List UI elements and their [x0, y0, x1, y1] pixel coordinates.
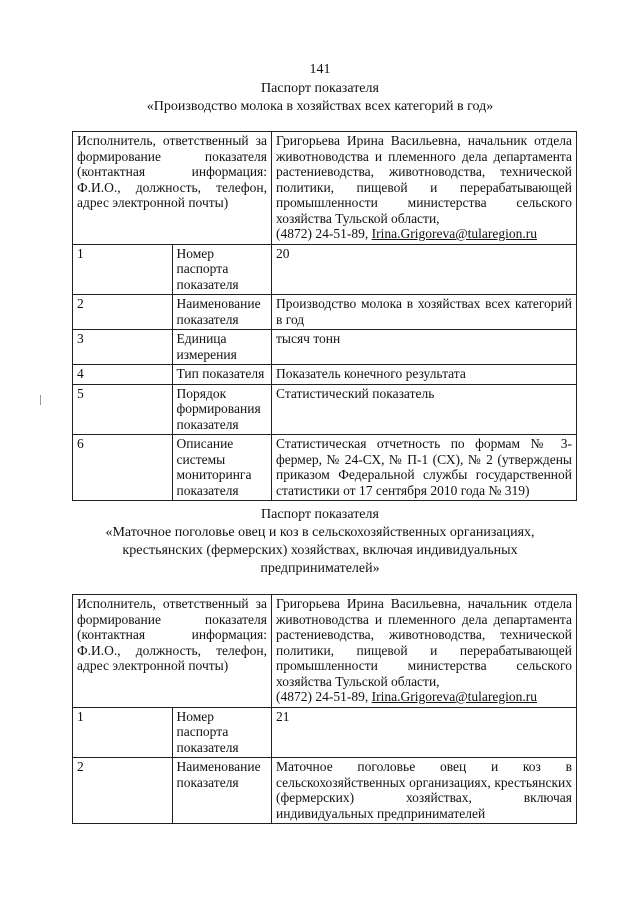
passport-2-subtitle-line-2: крестьянских (фермерских) хозяйствах, включая индивидуальных — [122, 543, 518, 558]
row-value: Показатель конечного результата — [272, 365, 577, 385]
executor-phone: (4872) 24-51-89, — [276, 226, 369, 241]
executor-phone: (4872) 24-51-89, — [276, 689, 369, 704]
passport-1-subtitle: «Производство молока в хозяйствах всех категорий в год» — [146, 99, 494, 114]
row-label: Порядок формирования показателя — [172, 384, 272, 435]
row-number: 4 — [73, 365, 173, 385]
executor-label: Исполнитель, ответственный за формирование показателя (контактная информация: Ф.И.О., должность, телефон, адрес электронной почты) — [73, 595, 272, 708]
table-row — [73, 244, 577, 295]
executor-row — [73, 595, 577, 708]
row-label: Тип показателя — [172, 365, 272, 385]
row-label: Номер паспорта показателя — [172, 244, 272, 295]
row-value: Статистический показатель — [272, 384, 577, 435]
row-value: Производство молока в хозяйствах всех категорий в год — [272, 295, 577, 330]
page-number: 141 — [309, 62, 331, 77]
row-value: тысяч тонн — [272, 330, 577, 365]
table-row — [73, 435, 577, 501]
executor-text: Григорьева Ирина Васильевна, начальник отдела животноводства и племенного дела департамента растениеводства, животноводства, технической политики, пищевой и перерабатывающей промышленности министерства сельского хозяйства Тульской области, — [276, 596, 572, 689]
executor-label: Исполнитель, ответственный за формирование показателя (контактная информация: Ф.И.О., должность, телефон, адрес электронной почты) — [73, 132, 272, 245]
passport-1-heading: Паспорт показателя — [261, 81, 379, 96]
passport-2-subtitle-line-1: «Маточное поголовье овец и коз в сельскохозяйственных организациях, — [105, 525, 535, 540]
executor-email-link[interactable]: Irina.Grigoreva@tularegion.ru — [371, 226, 537, 241]
row-number: 2 — [73, 295, 173, 330]
row-label: Описание системы мониторинга показателя — [172, 435, 272, 501]
row-number: 1 — [73, 707, 173, 758]
executor-text: Григорьева Ирина Васильевна, начальник отдела животноводства и племенного дела департамента растениеводства, животноводства, технической политики, пищевой и перерабатывающей промышленности министерства сельского хозяйства Тульской области, — [276, 133, 572, 226]
passport-2-subtitle-line-3: предпринимателей» — [260, 561, 380, 576]
row-label: Единица измерения — [172, 330, 272, 365]
row-number: 5 — [73, 384, 173, 435]
row-number: 3 — [73, 330, 173, 365]
table-row — [73, 758, 577, 824]
row-value: 21 — [272, 707, 577, 758]
row-label: Номер паспорта показателя — [172, 707, 272, 758]
row-number: 1 — [73, 244, 173, 295]
table-row — [73, 295, 577, 330]
row-value: Статистическая отчетность по формам № 3-фермер, № 24-СХ, № П-1 (СХ), № 2 (утверждены приказом Федеральной службы государственной статистики от 17 сентября 2010 года № 319) — [272, 435, 577, 501]
table-row — [73, 384, 577, 435]
row-value: Маточное поголовье овец и коз в сельскохозяйственных организациях, крестьянских (фермерских) хозяйствах, включая индивидуальных предпринимателей — [272, 758, 577, 824]
passport-2-heading: Паспорт показателя — [261, 507, 379, 522]
row-value: 20 — [272, 244, 577, 295]
margin-mark — [40, 395, 41, 405]
executor-value — [272, 132, 577, 245]
table-row — [73, 365, 577, 385]
row-number: 2 — [73, 758, 173, 824]
passport-1-title — [60, 80, 580, 116]
row-label: Наименование показателя — [172, 295, 272, 330]
row-number: 6 — [73, 435, 173, 501]
table-row — [73, 330, 577, 365]
executor-email-link[interactable]: Irina.Grigoreva@tularegion.ru — [371, 689, 537, 704]
passport-2-table — [72, 594, 577, 824]
passport-2-title — [60, 506, 580, 578]
executor-value — [272, 595, 577, 708]
table-row — [73, 707, 577, 758]
row-label: Наименование показателя — [172, 758, 272, 824]
executor-row — [73, 132, 577, 245]
passport-1-table — [72, 131, 577, 501]
